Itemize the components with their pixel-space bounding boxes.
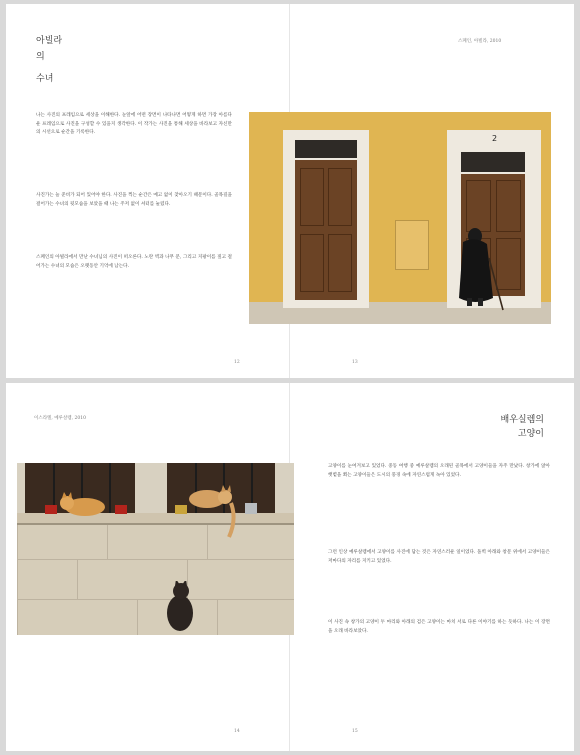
book-spread-top (6, 4, 574, 378)
photo-cats-windows (17, 463, 294, 635)
grey-pot (245, 503, 257, 514)
body-paragraph: 나는 사진의 프레임으로 세상을 이해한다. 눈앞에 어떤 장면이 나타나면 어떻게 하면 가장 아름다운 프레임으로 사진을 구성할 수 있을지 생각한다. 이 작가는 사진을 통해 세상을 바라보고 자신만의 시선으로 순간을 기록한다. (36, 113, 232, 136)
book-spread-bottom (6, 383, 574, 751)
body-paragraph: 고양이를 눈여겨보고 있었다. 중동 여행 중 예루살렘의 오래된 골목에서 고양이들을 자주 만났다. 창가에 앉아 햇볕을 쬐는 고양이들은 도시의 풍경 속에 자연스럽게 녹아 있었다. (328, 464, 550, 478)
page-number-left: 12 (234, 360, 240, 365)
title-line: 고양이 (517, 429, 544, 439)
body-paragraph: 이 사진 속 창가의 고양이 두 마리와 아래의 검은 고양이는 마치 서로 다른 이야기를 하는 듯하다. 나는 이 장면을 오래 바라보았다. (328, 620, 550, 634)
title-line: 수녀 (36, 74, 54, 84)
red-pot (45, 505, 57, 514)
red-pot (115, 505, 127, 514)
title-line: 아빌라 (36, 36, 63, 46)
black-cat (163, 581, 197, 633)
body-paragraph: 그런 인상 예루살렘에서 고양이를 사진에 담는 것은 자연스러운 일이었다. 돌벽 아래와 창문 위에서 고양이들은 저마다의 자리를 지키고 있었다. (328, 550, 550, 564)
page-number-right: 15 (352, 729, 358, 734)
transom-grille (461, 152, 525, 172)
transom-window (295, 140, 357, 158)
chapter-title (501, 413, 544, 441)
running-head: 이스라엘, 예루살렘, 2010 (34, 416, 86, 421)
page-number-right: 13 (352, 360, 358, 365)
wooden-door-left (295, 160, 357, 300)
title-line: 의 (36, 52, 45, 62)
nun-figure (449, 222, 509, 314)
title-line: 배우실렘의 (500, 415, 544, 425)
utility-box (395, 220, 429, 270)
photo-nun-yellow-wall (249, 112, 551, 324)
door-number: 2 (492, 134, 498, 143)
chapter-title (36, 34, 62, 88)
ginger-cat-right (181, 485, 241, 541)
body-paragraph: 스페인의 아빌라에서 만난 수녀님의 사진이 떠오른다. 노란 벽과 나무 문, 그리고 지팡이를 짚고 걸어가는 수녀의 모습은 오랫동안 기억에 남는다. (36, 255, 232, 269)
ginger-cat-left (57, 491, 109, 519)
page-number-left: 14 (234, 729, 240, 734)
running-head: 스페인, 아빌라, 2010 (458, 39, 502, 44)
body-paragraph: 사진가는 늘 준비가 되어 있어야 한다. 사진을 찍는 순간은 예고 없이 찾아오기 때문이다. 골목길을 걸어가는 수녀의 뒷모습을 보았을 때 나는 주저 없이 셔터를 눌렀다. (36, 193, 232, 207)
